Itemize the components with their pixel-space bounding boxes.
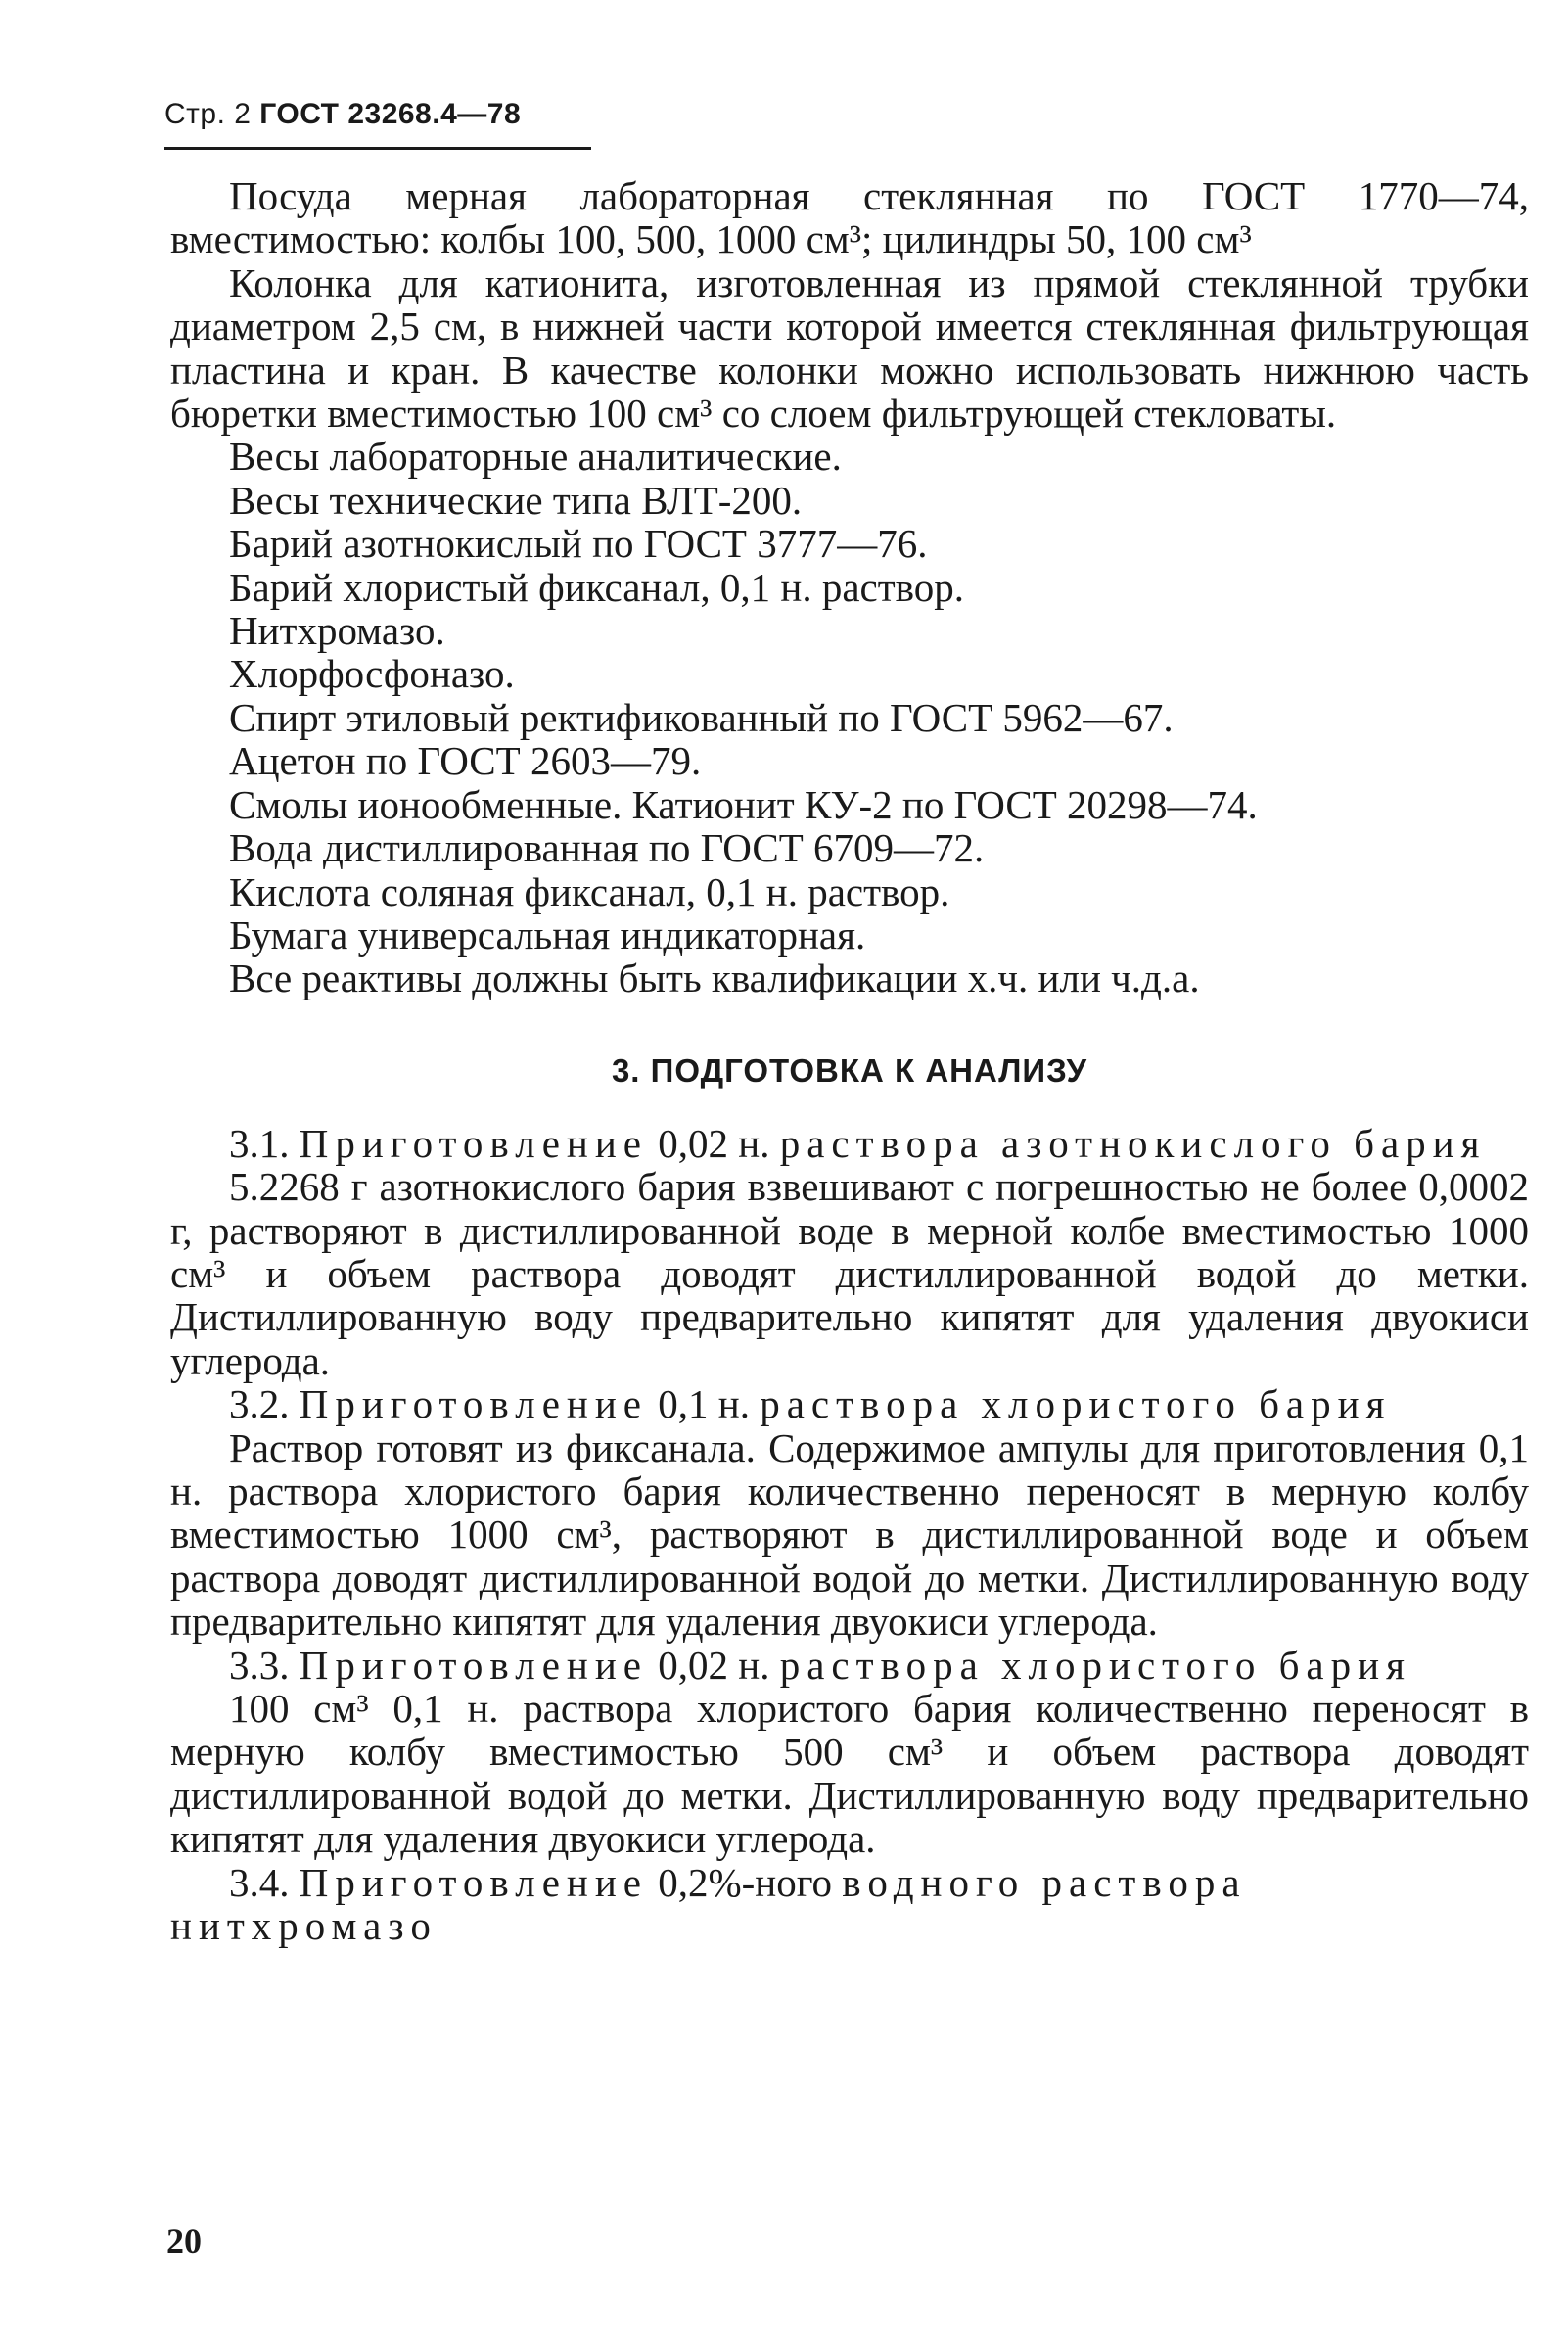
paragraph-glassware: Посуда мерная лабораторная стеклянная по ГОСТ 1770—74, вместимостью: колбы 100, 500, 1000 см³; цилиндры 50, 100 см³ xyxy=(170,173,1529,262)
subsection-heading-3-4 xyxy=(170,1861,1529,1948)
list-item: Вода дистиллированная по ГОСТ 6709—72. xyxy=(229,825,985,871)
body-text xyxy=(170,174,1529,1947)
subsection-heading-3-3 xyxy=(170,1644,1529,1687)
list-item: Смолы ионообменные. Катионит КУ-2 по ГОСТ 20298—74. xyxy=(229,781,1258,827)
list-item: Барий азотнокислый по ГОСТ 3777—76. xyxy=(229,521,928,567)
section-title: 3. ПОДГОТОВКА К АНАЛИЗУ xyxy=(611,1051,1088,1089)
page-number: 20 xyxy=(166,2221,202,2260)
list-item: Нитхромазо. xyxy=(229,608,445,654)
list-item: Бумага универсальная индикаторная. xyxy=(229,911,866,957)
list-item: Ацетон по ГОСТ 2603—79. xyxy=(229,738,702,784)
subsection-heading-tail: раствора азотнокислого бария xyxy=(779,1120,1487,1166)
list-item: Весы лабораторные аналитические. xyxy=(229,434,842,480)
list-item: Спирт этиловый ректификованный по ГОСТ 5962—67. xyxy=(229,694,1174,740)
list-item: Все реактивы должны быть квалификации х.ч. или ч.д.а. xyxy=(229,955,1200,1001)
subsection-heading-concentration: 0,1 н. xyxy=(658,1381,750,1427)
subsection-heading-lead: Приготовление xyxy=(299,1381,648,1427)
subsection-heading-tail: раствора хлористого бария xyxy=(760,1381,1392,1427)
subsection-heading-concentration: 0,02 н. xyxy=(658,1642,770,1688)
subsection-heading-lead: Приготовление xyxy=(299,1642,648,1688)
subsection-heading-lead: Приготовление xyxy=(299,1120,648,1166)
page-label: Стр. 2 xyxy=(164,98,252,130)
subsection-heading-tail: раствора хлористого бария xyxy=(779,1642,1411,1688)
subsection-number: 3.2. xyxy=(229,1381,290,1427)
subsection-heading-3-1 xyxy=(170,1122,1529,1165)
subsection-heading-concentration: 0,2%-ного xyxy=(658,1859,833,1905)
gost-code: ГОСТ 23268.4—78 xyxy=(259,98,522,130)
list-item: Хлорфосфоназо. xyxy=(229,651,515,697)
list-item: Весы технические типа ВЛТ-200. xyxy=(229,477,803,523)
subsection-number: 3.3. xyxy=(229,1642,290,1688)
subsection-heading-tail: водного раствора нитхромазо xyxy=(170,1859,1247,1949)
subsection-number: 3.4. xyxy=(229,1859,290,1905)
list-item: Кислота соляная фиксанал, 0,1 н. раствор. xyxy=(229,868,950,914)
list-item: Барий хлористый фиксанал, 0,1 н. раствор. xyxy=(229,564,964,610)
subsection-body-3-1: 5.2268 г азотнокислого бария взвешивают с погрешностью не более 0,0002 г, растворяют в дистиллированной воде в мерной колбе вместимостью 1000 см³ и объем раствора доводят дистиллированной водой до метки. Дистиллированную воду предварительно кипятят для удаления двуокиси углерода. xyxy=(170,1164,1529,1383)
subsection-body-3-2: Раствор готовят из фиксанала. Содержимое ампулы для приготовления 0,1 н. раствора хлористого бария количественно переносят в мерную колбу вместимостью 1000 см³, растворяют в дистиллированной воде и объем раствора доводят дистиллированной водой до метки. Дистиллированную воду предварительно кипятят для удаления двуокиси углерода. xyxy=(170,1424,1529,1645)
subsection-heading-3-2 xyxy=(170,1382,1529,1425)
paragraph-column: Колонка для катионита, изготовленная из прямой стеклянной трубки диаметром 2,5 см, в нижней части которой имеется стеклянная фильтрующая пластина и кран. В качестве колонки можно использовать нижнюю часть бюретки вместимостью 100 см³ со слоем фильтрующей стекловаты. xyxy=(170,259,1529,437)
header-rule xyxy=(164,147,591,150)
subsection-heading-lead: Приготовление xyxy=(299,1859,648,1905)
subsection-body-3-3: 100 см³ 0,1 н. раствора хлористого бария количественно переносят в мерную колбу вместимостью 500 см³ и объем раствора доводят дистиллированной водой до метки. Дистиллированную воду предварительно кипятят для удаления двуокиси углерода. xyxy=(170,1686,1529,1862)
running-head xyxy=(164,98,521,131)
subsection-number: 3.1. xyxy=(229,1120,290,1166)
subsection-heading-concentration: 0,02 н. xyxy=(658,1120,770,1166)
